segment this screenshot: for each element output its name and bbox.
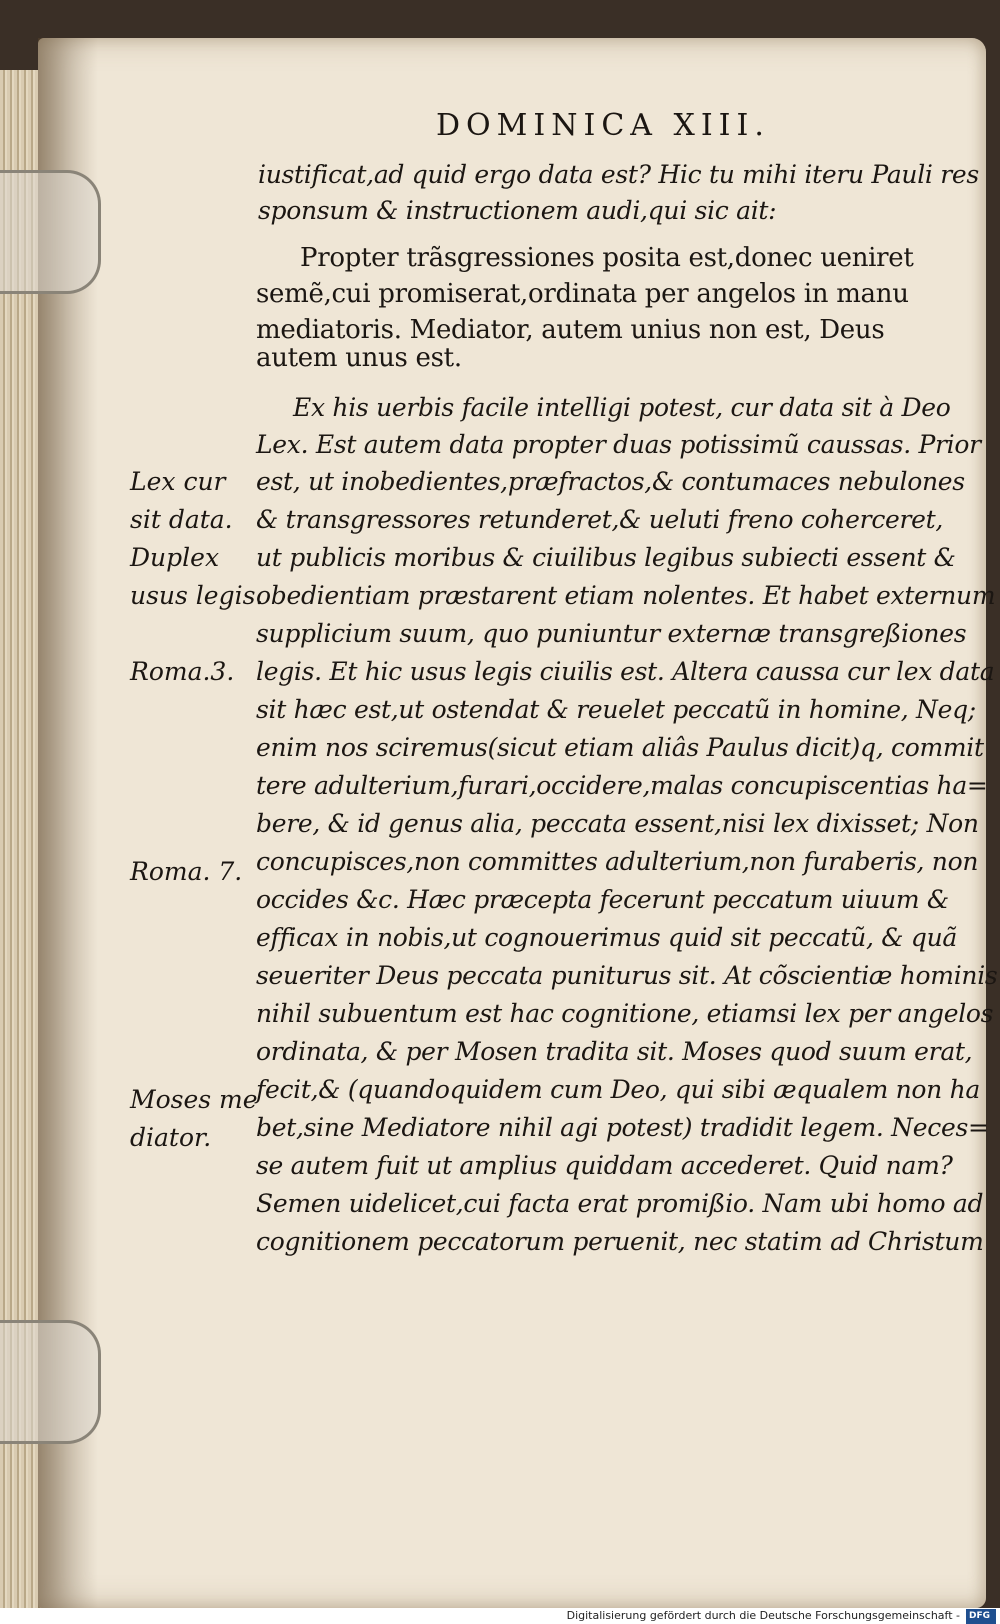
text-line: Lex. Est autem data propter duas potissimũ caussas. Prior [256,430,981,459]
margin-note: Lex cur [130,467,226,496]
text-line: tere adulterium,furari,occidere,malas concupiscentias ha= [256,771,988,800]
text-line: bet,sine Mediatore nihil agi potest) tradidit legem. Neces= [256,1113,989,1142]
text-line: ordinata, & per Mosen tradita sit. Moses quod suum erat, [256,1037,973,1066]
margin-note: sit data. [130,505,233,534]
margin-note: diator. [130,1123,212,1152]
text-line: supplicium suum, quo puniuntur externæ transgreßiones [256,619,967,648]
text-line: autem unus est. [256,343,462,373]
text-line: obedientiam præstarent etiam nolentes. Et habet externum [256,581,996,610]
text-line: occides &c. Hæc præcepta fecerunt peccatum uiuum & [256,885,949,914]
margin-note: Roma. 7. [130,857,243,886]
margin-note: Moses me [130,1085,258,1114]
text-line: efficax in nobis,ut cognouerimus quid sit peccatũ, & quã [256,923,957,952]
text-line: mediatoris. Mediator, autem unius non est, Deus [256,315,885,345]
text-line: sit hæc est,ut ostendat & reuelet peccatũ in homine, Neq; [256,695,976,724]
text-line: bere, & id genus alia, peccata essent,nisi lex dixisset; Non [256,809,979,838]
text-line: fecit,& (quandoquidem cum Deo, qui sibi æqualem non ha [256,1075,981,1104]
text-line: seueriter Deus peccata puniturus sit. At cõscientiæ hominis [256,961,998,990]
text-line: enim nos sciremus(sicut etiam aliâs Paulus dicit)q, commit [256,733,984,762]
text-line: semẽ,cui promiserat,ordinata per angelos in manu [256,279,909,309]
digitization-footer [0,1608,1000,1623]
book-clip-top [0,170,101,294]
margin-note: usus legis. [130,581,264,610]
text-line: Propter trãsgressiones posita est,donec ueniret [300,243,914,273]
text-line: iustificat,ad quid ergo data est? Hic tu mihi iteru Pauli res [258,160,979,189]
text-line: legis. Et hic usus legis ciuilis est. Altera caussa cur lex data [256,657,995,686]
text-line: sponsum & instructionem audi,qui sic ait: [258,196,777,225]
text-line: concupisces,non committes adulterium,non furaberis, non [256,847,979,876]
text-line: ut publicis moribus & ciuilibus legibus subiecti essent & [256,543,956,572]
book-clip-bottom [0,1320,101,1444]
text-line: se autem fuit ut amplius quiddam accederet. Quid nam? [256,1151,953,1180]
text-line: Semen uidelicet,cui facta erat promißio. Nam ubi homo ad [256,1189,984,1218]
text-line: Ex his uerbis facile intelligi potest, cur data sit à Deo [293,393,951,422]
text-line: & transgressores retunderet,& ueluti freno coherceret, [256,505,944,534]
margin-note: Roma.3. [130,657,235,686]
margin-note: Duplex [130,543,220,572]
running-header: DOMINICA XIII. [436,108,770,143]
text-line: nihil subuentum est hac cognitione, etiamsi lex per angelos [256,999,994,1028]
footer-credit: Digitalisierung gefördert durch die Deutsche Forschungsgemeinschaft - [566,1609,960,1622]
dfg-logo: DFG [966,1609,996,1624]
text-line: cognitionem peccatorum peruenit, nec statim ad Christum [256,1227,984,1256]
text-line: est, ut inobedientes,præfractos,& contumaces nebulones [256,467,965,496]
